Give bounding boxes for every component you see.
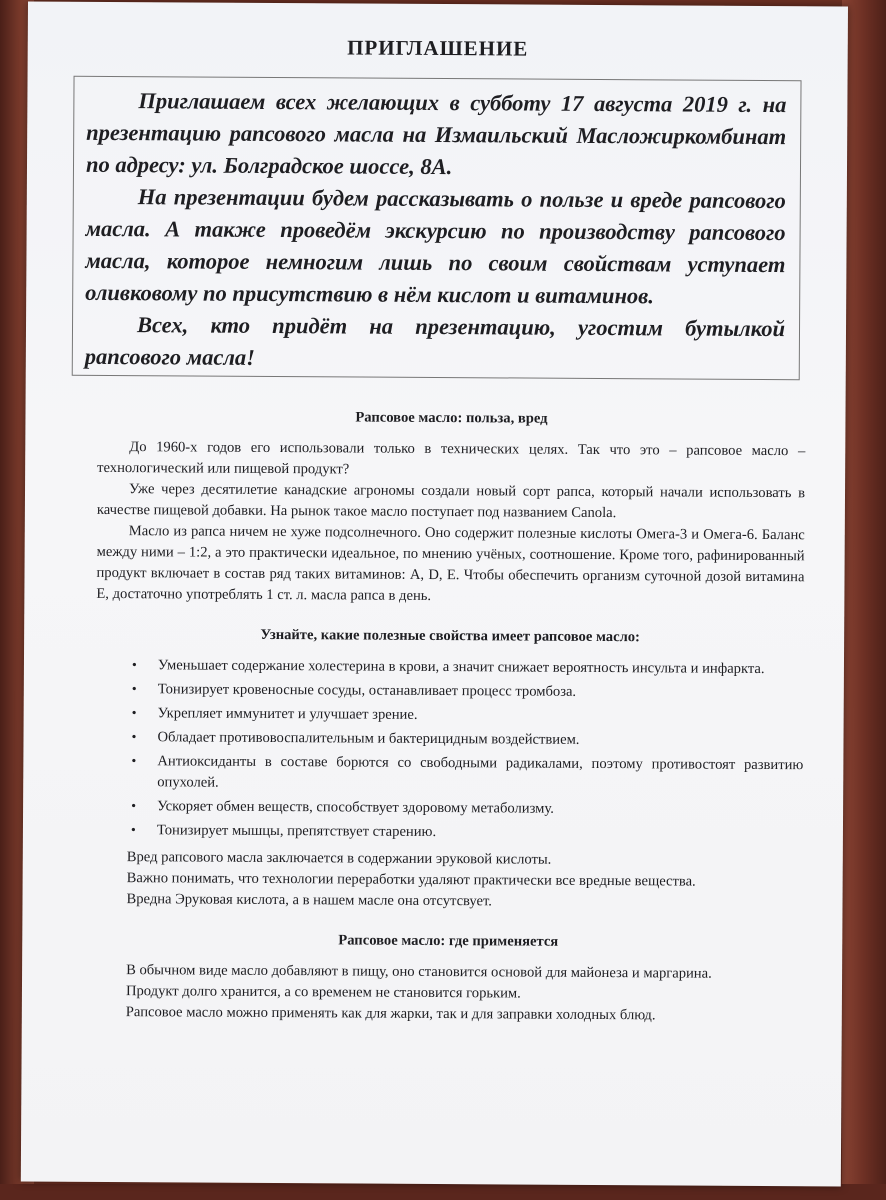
bullet-icon: • [131,799,137,815]
paragraph: Вред рапсового масла заключается в содержании эруковой кислоты. [126,849,552,868]
invitation-paragraph: Приглашаем всех желающих в субботу 17 августа 2019 г. на презентацию рапсового масла на Измаильский Масложиркомбинат по адресу: ул. Болградское шоссе, 8А. [85,88,787,180]
invitation-paragraph: Всех, кто придёт на презентацию, угостим бутылкой рапсового масла! [84,312,786,370]
bullet-icon: • [131,658,137,674]
article-body [94,406,806,1027]
list-item [130,820,803,845]
list-item [131,655,804,680]
list-item [131,727,803,752]
bullet-icon: • [130,823,136,839]
properties-list [95,655,804,845]
section-heading-benefit-harm: Рапсовое масло: польза, вред [355,409,548,427]
bullet-icon: • [131,682,137,698]
list-item-text: Уменьшает содержание холестерина в крови, а значит снижает вероятность инсульта и инфаркта. [157,657,765,678]
paragraph: Продукт долго хранится, а со временем не становится горьким. [125,983,521,1002]
bullet-icon: • [131,730,137,746]
list-item-text: Антиоксиданты в составе борются со свободными радикалами, поэтому противостоят развитию опухолей. [157,753,804,791]
invitation-paragraph: На презентации будем рассказывать о пользе и вреде рапсового масла. А также проведём экскурсию по производству рапсового масла, которое немногим лишь по своим свойствам уступает оливковому по присутствию в нём кислот и витаминов. [85,184,786,309]
bullet-icon: • [131,754,137,770]
paragraph: Уже через десятилетие канадские агрономы создали новый сорт рапса, который начали использовать в качестве пищевой добавки. На рынок такое масло поступает под названием Canola. [96,481,806,522]
bullet-icon: • [131,706,137,722]
list-item [131,703,804,728]
paragraph: Важно понимать, что технологии переработки удаляют практически все вредные вещества. [126,870,696,890]
list-item-text: Тонизирует мышцы, препятствует старению. [156,822,437,841]
section-heading-properties: Узнайте, какие полезные свойства имеет рапсовое масло: [260,626,640,646]
paragraph: В обычном виде масло добавляют в пищу, оно становится основой для майонеза и маргарина. [126,962,712,982]
list-item-text: Ускоряет обмен веществ, способствует здоровому метаболизму. [157,798,554,817]
list-item [131,679,804,704]
list-item-text: Укрепляет иммунитет и улучшает зрение. [157,705,418,723]
background-right [842,0,886,1200]
list-item [131,796,803,821]
invitation-box [72,76,802,380]
list-item [131,751,804,797]
document-title: ПРИГЛАШЕНИЕ [347,35,529,61]
paragraph: Рапсовое масло можно применять как для жарки, так и для заправки холодных блюд. [125,1004,656,1024]
paragraph: До 1960-х годов его использовали только в технических целях. Так что это – рапсовое масло – технологический или пищевой продукт? [97,439,806,478]
list-item-text: Тонизирует кровеносные сосуды, останавливает процесс тромбоза. [157,681,577,700]
paper-sheet [21,1,848,1186]
section-heading-usage: Рапсовое масло: где применяется [338,932,559,950]
paragraph: Вредна Эруковая кислота, а в нашем масле она отсутсвует. [126,891,493,910]
list-item-text: Обладает противовоспалительным и бактерицидным воздействием. [157,729,580,748]
paragraph: Масло из рапса ничем не хуже подсолнечного. Оно содержит полезные кислоты Омега-3 и Омега-6. Баланс между ними – 1:2, а это практически идеальное, по мнению учёных, соотношение. Кроме того, рафинированный продукт включает в состав ряд таких витаминов: A, D, E. Чтобы обеспечить организм суточной дозой витамина Е, достаточно употреблять 1 ст. л. масла рапса в день. [96,523,805,604]
background-bottom [0,1184,886,1200]
